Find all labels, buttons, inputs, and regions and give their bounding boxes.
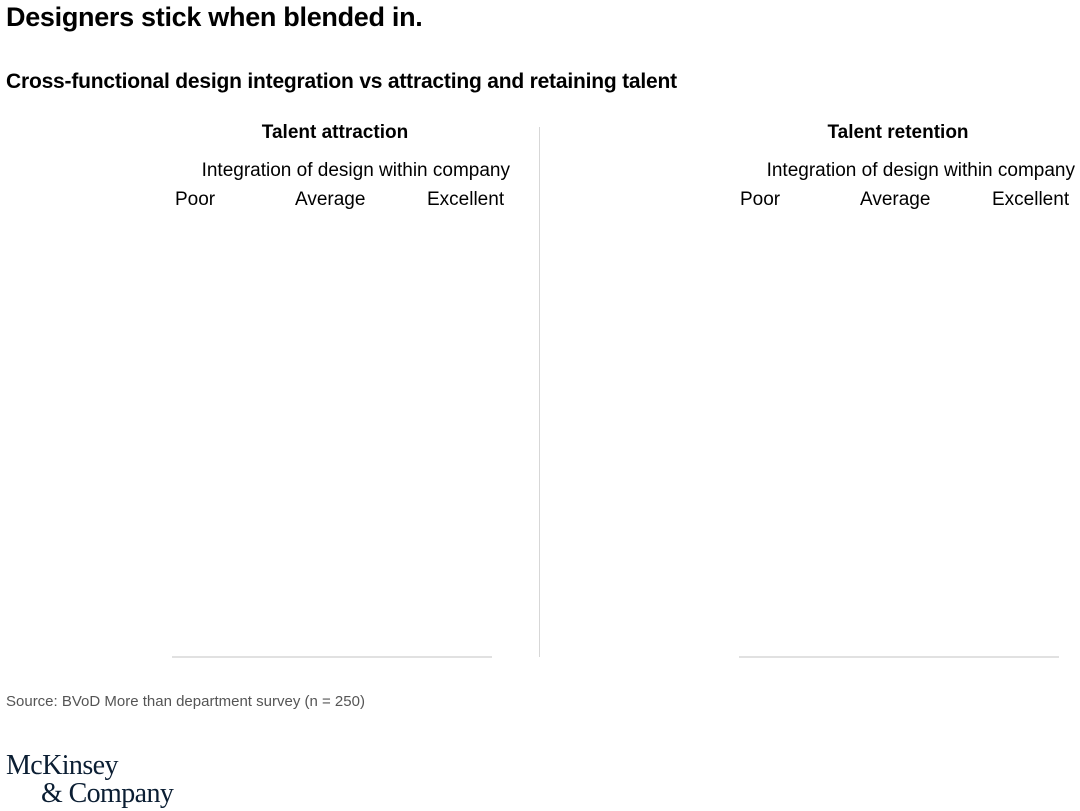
panel-divider: [539, 127, 540, 657]
chart-subtitle: Cross-functional design integration vs attracting and retaining talent: [6, 70, 677, 93]
tick-label-excellent: Excellent: [427, 189, 505, 210]
tick-label-poor: Poor: [740, 189, 781, 210]
plot-area-retention: [739, 215, 1061, 660]
panel-title-talent-retention: Talent retention: [827, 122, 969, 143]
source-note: Source: BVoD More than department survey (n = 250): [6, 693, 365, 710]
mckinsey-logo: [6, 752, 173, 808]
x-axis-title-retention: Integration of design within company: [766, 160, 1075, 181]
plot-area-attraction: [172, 215, 494, 660]
tick-label-average: Average: [295, 189, 366, 210]
logo-line-2: & Company: [41, 778, 174, 809]
logo-line-1: McKinsey: [6, 750, 118, 781]
tick-label-poor: Poor: [175, 189, 216, 210]
tick-label-excellent: Excellent: [992, 189, 1070, 210]
x-axis-title-attraction: Integration of design within company: [201, 160, 510, 181]
chart-title: Designers stick when blended in.: [6, 2, 423, 32]
tick-label-average: Average: [860, 189, 931, 210]
panel-title-talent-attraction: Talent attraction: [261, 122, 409, 143]
